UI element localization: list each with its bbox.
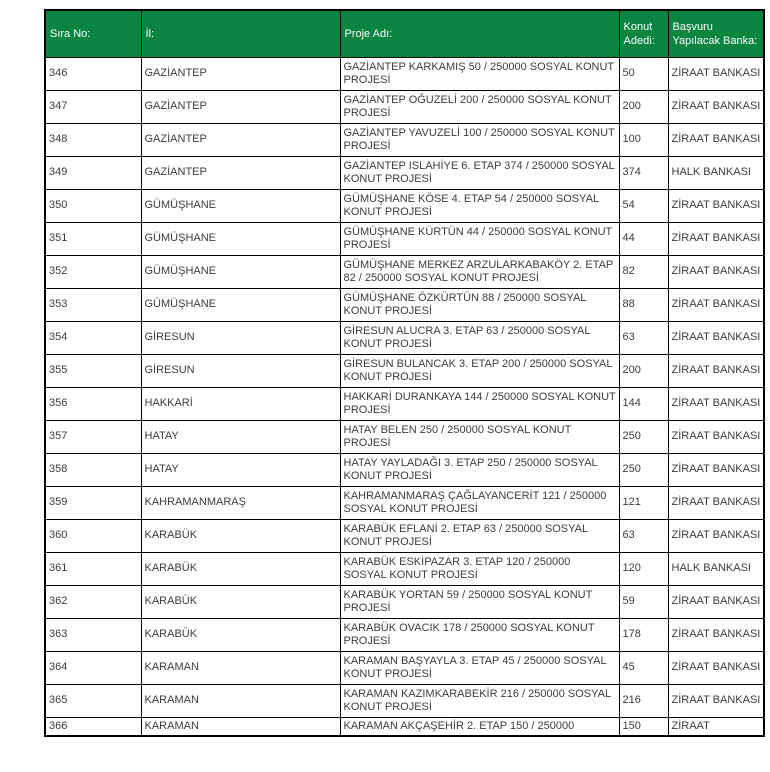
cell-il: GÜMÜŞHANE	[141, 189, 340, 222]
cell-banka: ZİRAAT	[668, 717, 764, 736]
cell-proje-adi: GAZİANTEP KARKAMIŞ 50 / 250000 SOSYAL KONUT PROJESİ	[340, 57, 619, 90]
cell-proje-adi: KARABÜK ESKİPAZAR 3. ETAP 120 / 250000 SOSYAL KONUT PROJESİ	[340, 552, 619, 585]
table-row	[45, 222, 764, 255]
table-row	[45, 453, 764, 486]
cell-banka: ZİRAAT BANKASI	[668, 618, 764, 651]
cell-il: HATAY	[141, 420, 340, 453]
cell-konut-adedi: 216	[619, 684, 668, 717]
cell-proje-adi: HAKKARİ DURANKAYA 144 / 250000 SOSYAL KONUT PROJESİ	[340, 387, 619, 420]
cell-konut-adedi: 250	[619, 453, 668, 486]
cell-proje-adi: GÜMÜŞHANE KÖSE 4. ETAP 54 / 250000 SOSYAL KONUT PROJESİ	[340, 189, 619, 222]
cell-proje-adi: HATAY BELEN 250 / 250000 SOSYAL KONUT PROJESİ	[340, 420, 619, 453]
cell-banka: ZİRAAT BANKASI	[668, 354, 764, 387]
table-row	[45, 585, 764, 618]
cell-il: HATAY	[141, 453, 340, 486]
cell-konut-adedi: 44	[619, 222, 668, 255]
cell-sira-no: 361	[45, 552, 141, 585]
header-row	[45, 10, 764, 57]
cell-sira-no: 363	[45, 618, 141, 651]
cell-konut-adedi: 82	[619, 255, 668, 288]
cell-il: KARABÜK	[141, 585, 340, 618]
cell-konut-adedi: 63	[619, 519, 668, 552]
cell-konut-adedi: 374	[619, 156, 668, 189]
table-row	[45, 420, 764, 453]
cell-banka: ZİRAAT BANKASI	[668, 222, 764, 255]
header-il: İl:	[141, 10, 340, 57]
cell-konut-adedi: 50	[619, 57, 668, 90]
table-row	[45, 156, 764, 189]
cell-il: GAZİANTEP	[141, 90, 340, 123]
cell-konut-adedi: 200	[619, 90, 668, 123]
cell-il: GİRESUN	[141, 321, 340, 354]
cell-il: KARABÜK	[141, 618, 340, 651]
table-row	[45, 255, 764, 288]
table-row	[45, 354, 764, 387]
cell-banka: ZİRAAT BANKASI	[668, 453, 764, 486]
cell-proje-adi: GÜMÜŞHANE KÜRTÜN 44 / 250000 SOSYAL KONUT PROJESİ	[340, 222, 619, 255]
table-row	[45, 90, 764, 123]
cell-banka: ZİRAAT BANKASI	[668, 387, 764, 420]
table-row	[45, 684, 764, 717]
cell-il: KAHRAMANMARAŞ	[141, 486, 340, 519]
table-body	[45, 57, 764, 736]
cell-sira-no: 347	[45, 90, 141, 123]
cell-konut-adedi: 54	[619, 189, 668, 222]
table-row	[45, 618, 764, 651]
cell-sira-no: 359	[45, 486, 141, 519]
cell-konut-adedi: 250	[619, 420, 668, 453]
cell-konut-adedi: 45	[619, 651, 668, 684]
cell-proje-adi: KAHRAMANMARAŞ ÇAĞLAYANCERİT 121 / 250000 SOSYAL KONUT PROJESİ	[340, 486, 619, 519]
cell-proje-adi: GÜMÜŞHANE ÖZKÜRTÜN 88 / 250000 SOSYAL KONUT PROJESİ	[340, 288, 619, 321]
cell-proje-adi: GÜMÜŞHANE MERKEZ ARZULARKABAKÖY 2. ETAP 82 / 250000 SOSYAL KONUT PROJESİ	[340, 255, 619, 288]
cell-sira-no: 356	[45, 387, 141, 420]
cell-banka: ZİRAAT BANKASI	[668, 420, 764, 453]
cell-il: HAKKARİ	[141, 387, 340, 420]
cell-il: GÜMÜŞHANE	[141, 255, 340, 288]
cell-proje-adi: KARABÜK EFLANİ 2. ETAP 63 / 250000 SOSYAL KONUT PROJESİ	[340, 519, 619, 552]
cell-il: KARAMAN	[141, 684, 340, 717]
cell-konut-adedi: 100	[619, 123, 668, 156]
cell-banka: ZİRAAT BANKASI	[668, 519, 764, 552]
cell-proje-adi: GAZİANTEP OĞUZELİ 200 / 250000 SOSYAL KONUT PROJESİ	[340, 90, 619, 123]
cell-il: KARABÜK	[141, 519, 340, 552]
cell-sira-no: 362	[45, 585, 141, 618]
cell-konut-adedi: 88	[619, 288, 668, 321]
table-row	[45, 717, 764, 736]
cell-sira-no: 350	[45, 189, 141, 222]
cell-sira-no: 357	[45, 420, 141, 453]
cell-il: GİRESUN	[141, 354, 340, 387]
cell-banka: ZİRAAT BANKASI	[668, 123, 764, 156]
cell-banka: ZİRAAT BANKASI	[668, 684, 764, 717]
cell-il: KARAMAN	[141, 651, 340, 684]
table-row	[45, 321, 764, 354]
cell-banka: HALK BANKASI	[668, 156, 764, 189]
cell-sira-no: 346	[45, 57, 141, 90]
cell-banka: ZİRAAT BANKASI	[668, 189, 764, 222]
cell-il: GAZİANTEP	[141, 57, 340, 90]
table-row	[45, 486, 764, 519]
cell-proje-adi: KARABÜK YORTAN 59 / 250000 SOSYAL KONUT PROJESİ	[340, 585, 619, 618]
header-banka: Başvuru Yapılacak Banka:	[668, 10, 764, 57]
cell-banka: ZİRAAT BANKASI	[668, 255, 764, 288]
cell-banka: HALK BANKASI	[668, 552, 764, 585]
cell-proje-adi: KARAMAN KAZIMKARABEKİR 216 / 250000 SOSYAL KONUT PROJESİ	[340, 684, 619, 717]
cell-banka: ZİRAAT BANKASI	[668, 288, 764, 321]
cell-proje-adi: GAZİANTEP ISLAHİYE 6. ETAP 374 / 250000 SOSYAL KONUT PROJESİ	[340, 156, 619, 189]
cell-konut-adedi: 120	[619, 552, 668, 585]
table-row	[45, 552, 764, 585]
cell-proje-adi: KARABÜK OVACIK 178 / 250000 SOSYAL KONUT PROJESİ	[340, 618, 619, 651]
cell-il: GAZİANTEP	[141, 156, 340, 189]
table-header	[45, 10, 764, 57]
cell-sira-no: 355	[45, 354, 141, 387]
cell-konut-adedi: 200	[619, 354, 668, 387]
cell-il: KARAMAN	[141, 717, 340, 736]
cell-konut-adedi: 178	[619, 618, 668, 651]
cell-konut-adedi: 63	[619, 321, 668, 354]
cell-konut-adedi: 144	[619, 387, 668, 420]
cell-proje-adi: GİRESUN BULANCAK 3. ETAP 200 / 250000 SOSYAL KONUT PROJESİ	[340, 354, 619, 387]
cell-il: GÜMÜŞHANE	[141, 288, 340, 321]
cell-banka: ZİRAAT BANKASI	[668, 321, 764, 354]
cell-sira-no: 348	[45, 123, 141, 156]
cell-proje-adi: KARAMAN BAŞYAYLA 3. ETAP 45 / 250000 SOSYAL KONUT PROJESİ	[340, 651, 619, 684]
cell-sira-no: 349	[45, 156, 141, 189]
cell-sira-no: 358	[45, 453, 141, 486]
cell-banka: ZİRAAT BANKASI	[668, 90, 764, 123]
cell-il: GAZİANTEP	[141, 123, 340, 156]
cell-il: KARABÜK	[141, 552, 340, 585]
cell-banka: ZİRAAT BANKASI	[668, 57, 764, 90]
table-row	[45, 189, 764, 222]
cell-proje-adi: GAZİANTEP YAVUZELİ 100 / 250000 SOSYAL KONUT PROJESİ	[340, 123, 619, 156]
table-row	[45, 57, 764, 90]
table-row	[45, 387, 764, 420]
header-konut-adedi: Konut Adedi:	[619, 10, 668, 57]
cell-banka: ZİRAAT BANKASI	[668, 486, 764, 519]
cell-sira-no: 352	[45, 255, 141, 288]
cell-konut-adedi: 150	[619, 717, 668, 736]
cell-sira-no: 353	[45, 288, 141, 321]
cell-proje-adi: HATAY YAYLADAĞI 3. ETAP 250 / 250000 SOSYAL KONUT PROJESİ	[340, 453, 619, 486]
cell-sira-no: 354	[45, 321, 141, 354]
cell-proje-adi: GİRESUN ALUCRA 3. ETAP 63 / 250000 SOSYAL KONUT PROJESİ	[340, 321, 619, 354]
table-row	[45, 288, 764, 321]
cell-sira-no: 360	[45, 519, 141, 552]
cell-sira-no: 366	[45, 717, 141, 736]
table-row	[45, 123, 764, 156]
header-sira-no: Sıra No:	[45, 10, 141, 57]
cell-konut-adedi: 121	[619, 486, 668, 519]
housing-projects-table	[44, 9, 765, 737]
header-proje-adi: Proje Adı:	[340, 10, 619, 57]
cell-sira-no: 364	[45, 651, 141, 684]
cell-proje-adi: KARAMAN AKÇAŞEHİR 2. ETAP 150 / 250000	[340, 717, 619, 736]
cell-banka: ZİRAAT BANKASI	[668, 651, 764, 684]
table-row	[45, 651, 764, 684]
table-row	[45, 519, 764, 552]
cell-sira-no: 351	[45, 222, 141, 255]
cell-sira-no: 365	[45, 684, 141, 717]
cell-konut-adedi: 59	[619, 585, 668, 618]
cell-banka: ZİRAAT BANKASI	[668, 585, 764, 618]
cell-il: GÜMÜŞHANE	[141, 222, 340, 255]
